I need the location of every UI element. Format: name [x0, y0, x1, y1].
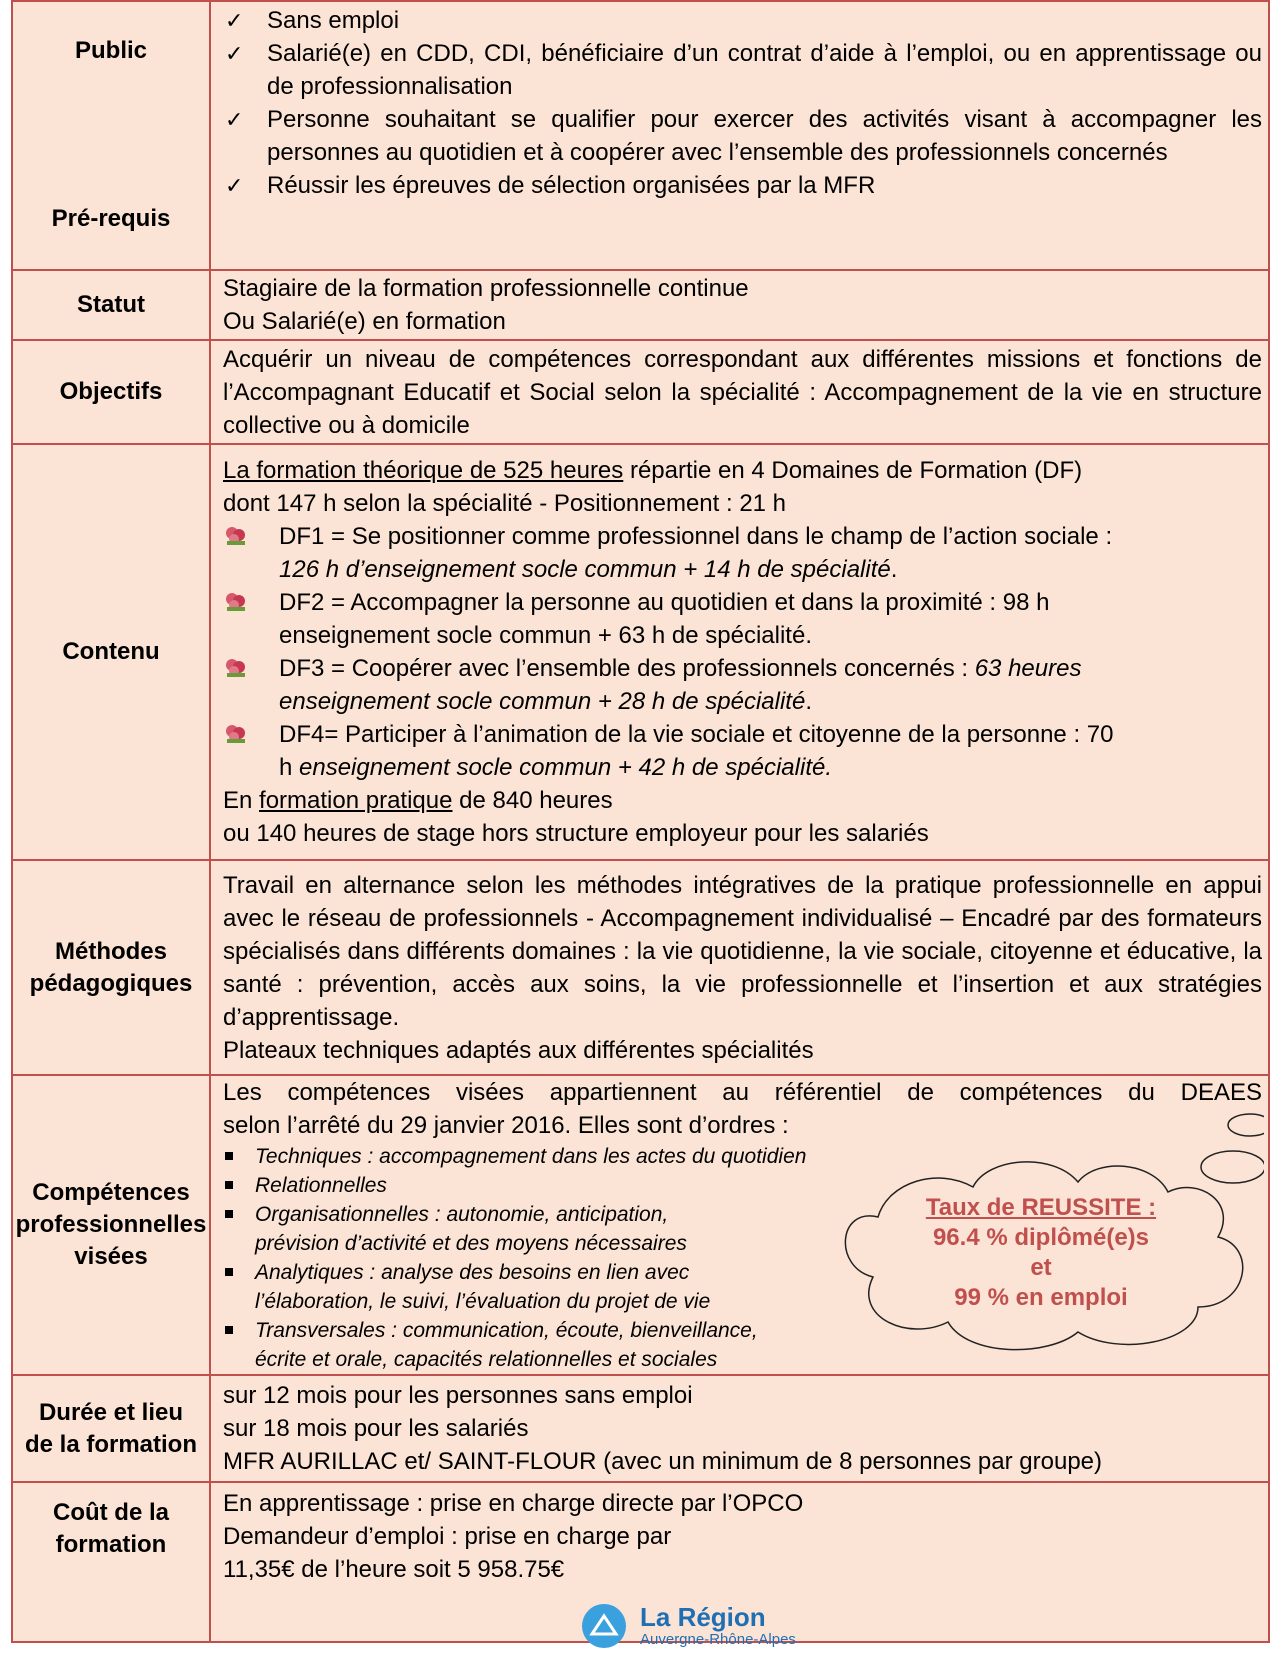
public-item: ✓ Personne souhaitant se qualifier pour exercer des activités visant à accompagner les personnes au quotidien et à coopérer avec l’ensemble des professionnels concernés	[223, 103, 1262, 169]
cout-content: En apprentissage : prise en charge directe par l’OPCO Demandeur d’emploi : prise en charge par 11,35€ de l’heure soit 5 958.75€	[210, 1482, 1269, 1642]
competence-item: Transversales : communication, écoute, bienveillance, écrite et orale, capacités relationnelles et sociales	[223, 1316, 1262, 1374]
region-name: La Région	[640, 1602, 766, 1632]
success-rate-cloud	[818, 1107, 1264, 1357]
competence-item: Techniques : accompagnement dans les actes du quotidien	[223, 1142, 1262, 1171]
competence-item: Relationnelles	[223, 1171, 1262, 1200]
public-item: ✓ Sans emploi	[223, 4, 1262, 37]
objectifs-text: Acquérir un niveau de compétences correspondant aux différentes missions et fonctions de l’Accompagnant Educatif et Social selon la spécialité : Accompagnement de la vie en structure collective ou à domicile	[210, 340, 1269, 444]
success-rate-text: Taux de REUSSITE : 96.4 % diplômé(e)s et 99 % en emploi	[925, 1194, 1157, 1311]
row-methodes	[12, 860, 1269, 1075]
practice-label: formation pratique	[259, 787, 453, 814]
competence-item: Analytiques : analyse des besoins en lien avec l’élaboration, le suivi, l’évaluation du projet de vie	[223, 1258, 1262, 1316]
flower-bullet-icon	[225, 724, 247, 744]
row-public	[12, 1, 1269, 270]
contenu-content: La formation théorique de 525 heures répartie en 4 Domaines de Formation (DF) dont 147 h selon la spécialité - Positionnement : 21 h DF1 = Se positionner comme professionnel dans le champ de l’action sociale : 126 h d’enseignement socle commun + 14 h de spécialité. DF2 = Accompagner la personne au quotidien et dans la proximité : 98 h enseignement socle commun + 63 h de spécialité. DF3 = Coopérer avec l’ensemble des professionnels concernés : 63 heures enseignement socle commun + 28 h de spécialité. DF4= Participer à l’animation de la vie sociale et citoyenne de la personne : 70 h enseignement socle commun + 42 h de spécialité. En formation pratique de 840 heures ou 140 heures de stage hors structure employeur pour les salariés	[210, 444, 1269, 860]
statut-content	[210, 270, 1269, 340]
square-bullet-icon	[225, 1181, 233, 1189]
public-content	[210, 1, 1269, 270]
public-item: ✓ Salarié(e) en CDD, CDI, bénéficiaire d’un contrat d’aide à l’emploi, ou en apprentissage ou de professionnalisation	[223, 37, 1262, 103]
public-item: ✓ Réussir les épreuves de sélection organisées par la MFR	[223, 169, 1262, 202]
label-methodes: Méthodes pédagogiques	[12, 860, 210, 1075]
check-icon: ✓	[225, 107, 244, 132]
label-cell-public	[12, 1, 210, 270]
label-competences: Compétences professionnelles visées	[12, 1075, 210, 1375]
public-list	[223, 4, 1262, 202]
check-icon: ✓	[225, 41, 244, 66]
row-objectifs	[12, 340, 1269, 444]
theory-hours: La formation théorique de 525 heures	[223, 457, 624, 484]
flower-bullet-icon	[225, 658, 247, 678]
methodes-content	[210, 860, 1269, 1075]
check-icon: ✓	[225, 173, 244, 198]
statut-line: Ou Salarié(e) en formation	[223, 308, 506, 335]
df-item: DF2 = Accompagner la personne au quotidien et dans la proximité : 98 h enseignement socle commun + 63 h de spécialité.	[223, 586, 1262, 652]
df-item: DF4= Participer à l’animation de la vie sociale et citoyenne de la personne : 70 h enseignement socle commun + 42 h de spécialité.	[223, 718, 1262, 784]
square-bullet-icon	[225, 1326, 233, 1334]
stage-line: ou 140 heures de stage hors structure employeur pour les salariés	[223, 820, 929, 847]
label-contenu: Contenu	[12, 444, 210, 860]
methodes-text2: Plateaux techniques adaptés aux différentes spécialités	[223, 1036, 814, 1064]
training-sheet	[11, 0, 1270, 1655]
statut-line: Stagiaire de la formation professionnelle continue	[223, 275, 749, 302]
label-prerequis: Pré-requis	[51, 205, 171, 232]
square-bullet-icon	[225, 1152, 233, 1160]
row-statut	[12, 270, 1269, 340]
square-bullet-icon	[225, 1268, 233, 1276]
training-table	[11, 0, 1270, 1643]
flower-bullet-icon	[225, 526, 247, 546]
row-duree	[12, 1375, 1269, 1482]
label-duree: Durée et lieu de la formation	[12, 1375, 210, 1482]
duree-content: sur 12 mois pour les personnes sans emploi sur 18 mois pour les salariés MFR AURILLAC et/ SAINT-FLOUR (avec un minimum de 8 personnes par groupe)	[210, 1375, 1269, 1482]
methodes-text: Travail en alternance selon les méthodes intégratives de la pratique professionnelle en appui avec le réseau de professionnels - Accompagnement individualisé – Encadré par des formateurs spécialisés dans différents domaines : la vie quotidienne, la vie sociale, citoyenne et éducative, la santé : prévention, accès aux soins, la vie professionnelle et l’insertion et aux stratégies d’apprentissage.	[223, 871, 1262, 1031]
region-logo-icon	[580, 1602, 628, 1650]
label-statut: Statut	[12, 270, 210, 340]
check-icon: ✓	[225, 8, 244, 33]
df-list	[223, 520, 1262, 784]
region-subtitle: Auvergne-Rhône-Alpes	[640, 1631, 796, 1648]
row-contenu	[12, 444, 1269, 860]
df-item: DF1 = Se positionner comme professionnel dans le champ de l’action sociale : 126 h d’enseignement socle commun + 14 h de spécialité.	[223, 520, 1262, 586]
competences-content: Les compétences visées appartiennent au référentiel de compétences du DEAES selon l’arrêté du 29 janvier 2016. Elles sont d’ordres : Techniques : accompagnement dans les actes du quotidien Relationnelles Organisationnelles : autonomie, anticipation, prévision d’activité et des moyens nécessaires Analytiques : analyse des besoins en lien avec l’élaboration, le suivi, l’évaluation du projet de vie Transversales : communication, écoute, bienveillance, écrite et orale, capacités relationnelles et sociales	[210, 1075, 1269, 1375]
contenu-intro-line2: dont 147 h selon la spécialité - Positionnement : 21 h	[223, 490, 787, 517]
flower-bullet-icon	[225, 592, 247, 612]
square-bullet-icon	[225, 1210, 233, 1218]
label-public: Public	[74, 37, 147, 64]
region-logo	[580, 1600, 840, 1655]
label-objectifs: Objectifs	[12, 340, 210, 444]
competence-item: Organisationnelles : autonomie, anticipation, prévision d’activité et des moyens nécessaires	[223, 1200, 1262, 1258]
df-item: DF3 = Coopérer avec l’ensemble des professionnels concernés : 63 heures enseignement socle commun + 28 h de spécialité.	[223, 652, 1262, 718]
label-cout: Coût de la formation	[12, 1482, 210, 1642]
